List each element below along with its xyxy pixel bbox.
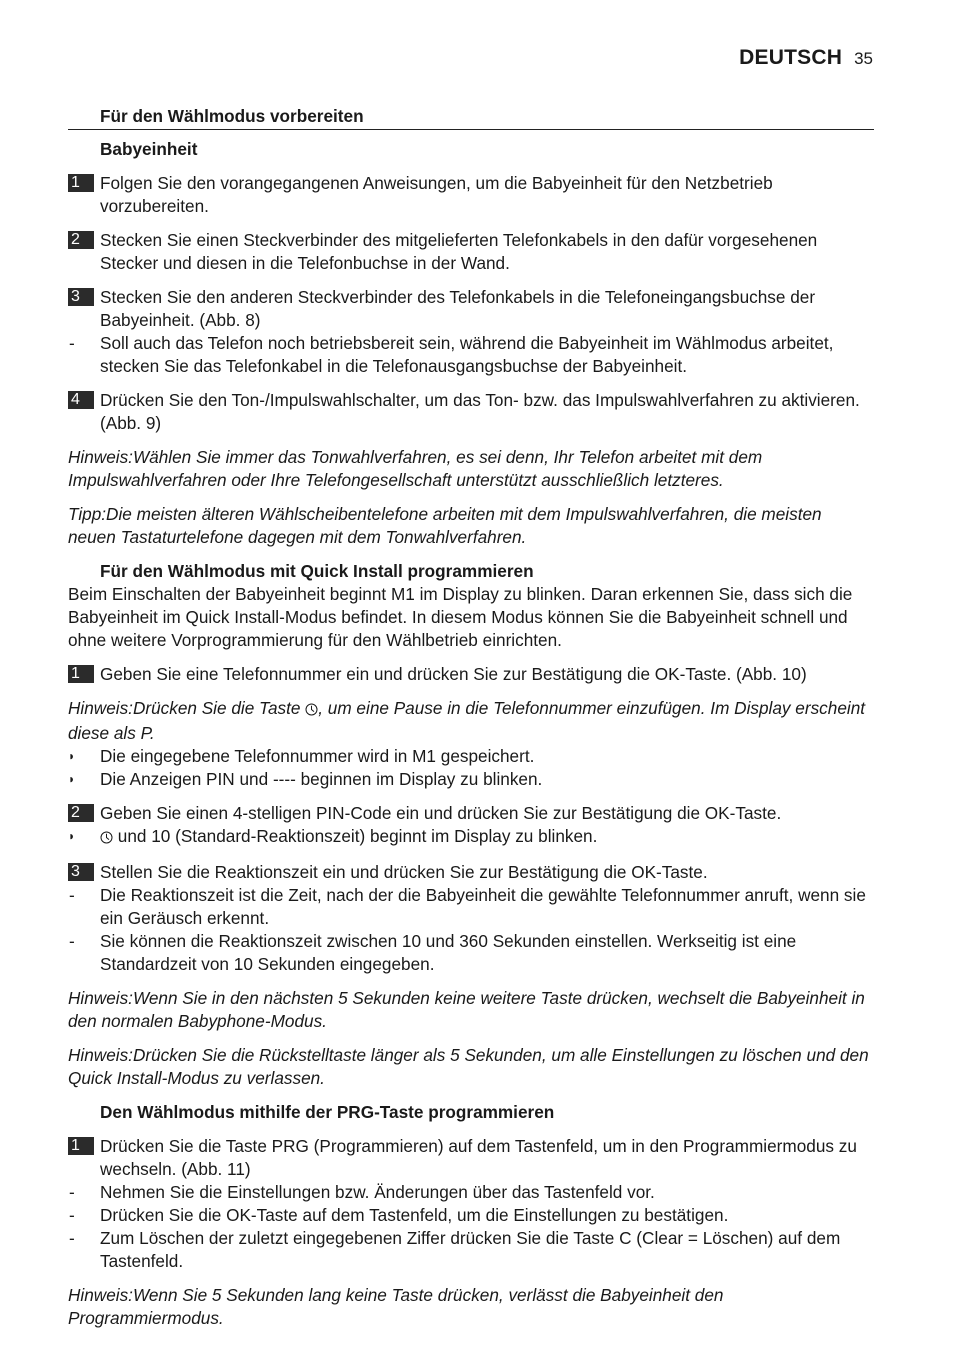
step-4 — [68, 389, 874, 435]
dash-text: Soll auch das Telefon noch betriebsbereit sein, während die Babyeinheit im Wählmodus arbeitet, stecken Sie das Telefonkabel in die Telefonausgangsbuchse der Babyeinheit. — [100, 333, 834, 376]
subsection-title-baby-unit: Babyeinheit — [100, 139, 198, 159]
step-number: 2 — [68, 231, 94, 249]
section-title-quick-install: Für den Wählmodus mit Quick Install programmieren — [100, 561, 534, 581]
dash-item — [68, 1227, 874, 1273]
step-text: Stellen Sie die Reaktionszeit ein und drücken Sie zur Bestätigung die OK-Taste. — [100, 862, 708, 882]
bullet-text: Die Anzeigen PIN und ---- beginnen im Display zu blinken. — [100, 769, 543, 789]
section-title-prepare: Für den Wählmodus vorbereiten — [68, 105, 874, 130]
dash-marker: - — [69, 1228, 75, 1248]
step-3 — [68, 286, 874, 332]
step-3 — [68, 861, 874, 884]
dash-item — [68, 332, 874, 378]
dash-marker: - — [69, 931, 75, 951]
step-text: Drücken Sie den Ton-/Impulswahlschalter, um das Ton- bzw. das Impulswahlverfahren zu aktivieren. (Abb. 9) — [100, 390, 860, 433]
step-number: 2 — [68, 804, 94, 822]
bullet-item — [68, 768, 874, 791]
step-number: 1 — [68, 174, 94, 192]
step-number: 3 — [68, 288, 94, 306]
dash-marker: - — [69, 1182, 75, 1202]
dash-text: Die Reaktionszeit ist die Zeit, nach der die Babyeinheit die gewählte Telefonnummer anruft, wenn sie ein Geräusch erkennt. — [100, 885, 866, 928]
step-1 — [68, 663, 874, 686]
note-reset: Hinweis:Drücken Sie die Rückstelltaste länger als 5 Sekunden, um alle Einstellungen zu löschen und den Quick Install-Modus zu verlassen. — [68, 1045, 869, 1088]
dash-item — [68, 884, 874, 930]
dash-text: Drücken Sie die OK-Taste auf dem Tastenfeld, um die Einstellungen zu bestätigen. — [100, 1205, 729, 1225]
bullet-text: Die eingegebene Telefonnummer wird in M1 gespeichert. — [100, 746, 535, 766]
language-label: DEUTSCH — [739, 46, 843, 69]
dash-item — [68, 1181, 874, 1204]
dash-text: Sie können die Reaktionszeit zwischen 10 und 360 Sekunden einstellen. Werkseitig ist eine Standardzeit von 10 Sekunden eingegeben. — [100, 931, 797, 974]
step-number: 4 — [68, 391, 94, 409]
step-text: Drücken Sie die Taste PRG (Programmieren) auf dem Tastenfeld, um in den Programmiermodus zu wechseln. (Abb. 11) — [100, 1136, 857, 1179]
step-1 — [68, 1135, 874, 1181]
dash-item — [68, 930, 874, 976]
dash-marker: - — [69, 333, 75, 353]
tip-dialing: Tipp:Die meisten älteren Wählscheibentelefone arbeiten mit dem Impulswahlverfahren, die meisten neuen Tastaturtelefone dagegen mit dem Tonwahlverfahren. — [68, 504, 822, 547]
step-number: 1 — [68, 665, 94, 683]
intro-paragraph: Beim Einschalten der Babyeinheit beginnt M1 im Display zu blinken. Daran erkennen Sie, dass sich die Babyeinheit im Quick Install-Modus befindet. In diesem Modus können Sie die Babyeinheit schnell und ohne weitere Vorprogrammierung für den Wählbetrieb einrichten. — [68, 584, 853, 650]
page-content — [68, 105, 874, 1330]
bullet-item — [68, 825, 874, 850]
bullet-text: und 10 (Standard-Reaktionszeit) beginnt im Display zu blinken. — [113, 826, 598, 846]
bullet-item — [68, 745, 874, 768]
step-text: Folgen Sie den vorangegangenen Anweisungen, um die Babyeinheit für den Netzbetrieb vorzubereiten. — [100, 173, 773, 216]
step-1 — [68, 172, 874, 218]
note-pause: Hinweis:Drücken Sie die Taste , um eine Pause in die Telefonnummer einzufügen. Im Display erscheint diese als P. — [68, 698, 866, 743]
step-text: Geben Sie eine Telefonnummer ein und drücken Sie zur Bestätigung die OK-Taste. (Abb. 10) — [100, 664, 807, 684]
bullet-marker: ◗ — [68, 749, 76, 763]
note-exit-programming: Hinweis:Wenn Sie 5 Sekunden lang keine Taste drücken, verlässt die Babyeinheit den Programmiermodus. — [68, 1285, 724, 1328]
step-text: Stecken Sie den anderen Steckverbinder des Telefonkabels in die Telefoneingangsbuchse der Babyeinheit. (Abb. 8) — [100, 287, 816, 330]
dash-item — [68, 1204, 874, 1227]
page-number: 35 — [854, 49, 873, 68]
section-title-prg: Den Wählmodus mithilfe der PRG-Taste programmieren — [100, 1102, 555, 1122]
dash-marker: - — [69, 1205, 75, 1225]
clock-pause-icon — [305, 699, 318, 722]
dash-text: Zum Löschen der zuletzt eingegebenen Ziffer drücken Sie die Taste C (Clear = Löschen) auf dem Tastenfeld. — [100, 1228, 841, 1271]
step-number: 3 — [68, 863, 94, 881]
note-tone-dialing: Hinweis:Wählen Sie immer das Tonwahlverfahren, es sei denn, Ihr Telefon arbeitet mit dem Impulswahlverfahren oder Ihre Telefongesellschaft unterstützt ausschließlich letzteres. — [68, 447, 763, 490]
step-text: Geben Sie einen 4-stelligen PIN-Code ein und drücken Sie zur Bestätigung die OK-Taste. — [100, 803, 782, 823]
step-text: Stecken Sie einen Steckverbinder des mitgelieferten Telefonkabels in den dafür vorgesehenen Stecker und diesen in die Telefonbuchse in der Wand. — [100, 230, 818, 273]
page-header — [739, 46, 873, 70]
step-2 — [68, 229, 874, 275]
clock-pause-icon — [100, 827, 113, 850]
dash-marker: - — [69, 885, 75, 905]
step-number: 1 — [68, 1137, 94, 1155]
bullet-marker: ◗ — [68, 829, 76, 843]
note-timeout: Hinweis:Wenn Sie in den nächsten 5 Sekunden keine weitere Taste drücken, wechselt die Babyeinheit in den normalen Babyphone-Modus. — [68, 988, 865, 1031]
bullet-marker: ◗ — [68, 772, 76, 786]
dash-text: Nehmen Sie die Einstellungen bzw. Änderungen über das Tastenfeld vor. — [100, 1182, 655, 1202]
step-2 — [68, 802, 874, 825]
